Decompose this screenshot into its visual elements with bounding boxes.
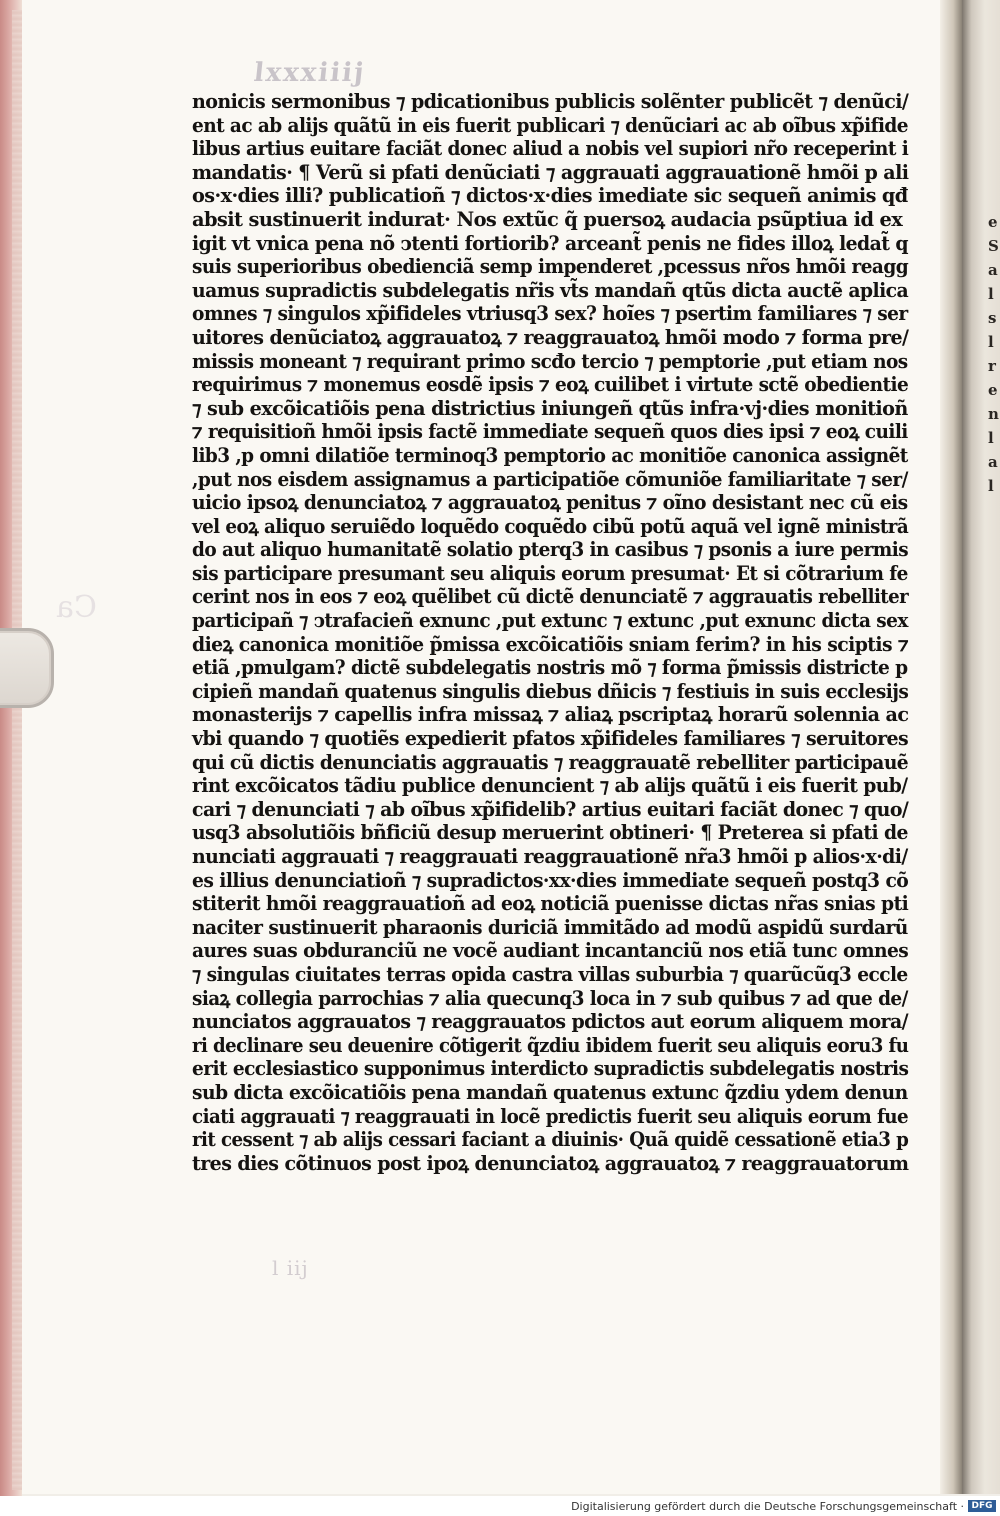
text-line: libus artius euitare faciãt donec aliud a nobis vel supiori nr̃o receperint i (192, 137, 909, 161)
page-text-block (192, 90, 912, 1175)
text-line: os·x·dies illi? publicatioñ ⁊ dictos·x·dies imediate sic sequeñ animis qđ (192, 184, 908, 208)
text-line: es illius denunciatioñ ⁊ supradictos·xx·dies immediate sequeñ postq3 cõ (192, 868, 909, 892)
text-line: lib3 ,p omni dilatiõe terminoq3 pemptorio ac monitiõe canonica assignẽt (192, 443, 908, 467)
text-line: mandatis· ¶ Verũ si pfati denũciati ⁊ aggrauati aggrauationẽ hmõi p ali (192, 160, 909, 184)
text-line: sub dicta excõicatiõis pena mandañ quatenus extunc q̃zdiu ydem denun (192, 1080, 908, 1104)
text-line: ent ac ab alijs quãtũ in eis fuerit publicari ⁊ denũciari ac ab oĩbus xp̃ifide (192, 113, 908, 137)
text-line: ciati aggrauati ⁊ reaggrauati in locẽ predictis fuerit seu aliquis eorum fue (192, 1104, 909, 1128)
text-line: nunciatos aggrauatos ⁊ reaggrauatos pdictos aut eorum aliquem mora/ (192, 1010, 908, 1034)
show-through-ink: Ca (56, 590, 97, 625)
folio-number-bottom: l iij (272, 1256, 309, 1280)
text-line: suis superioribus obedienciã semp impenderet ,pcessus nr̃os hmõi reagg (192, 255, 909, 279)
text-line: requirimus ⁊ monemus eosdẽ ipsis ⁊ eoꝝ cuilibet i virtute sctẽ obedientie (192, 373, 909, 397)
folio-number-top: lxxxiiij (252, 58, 367, 88)
text-line: siaꝝ collegia parrochias ⁊ alia quecunq3 loca in ⁊ sub quibus ⁊ ad que de/ (192, 986, 908, 1010)
text-line: participañ ⁊ ↄtrafacieñ exnunc ,put extunc ⁊ extunc ,put exnunc dicta sex (192, 609, 908, 633)
text-line: cipieñ mandañ quatenus singulis diebus dñicis ⁊ festiuis in suis ecclesijs (192, 679, 909, 703)
text-line: vbi quando ⁊ quotiẽs expedierit pfatos xp̃ifideles familiares ⁊ seruitores (192, 727, 909, 751)
text-line: monasterijs ⁊ capellis infra missaꝝ ⁊ aliaꝝ pscriptaꝝ horarũ solennia ac (192, 703, 909, 727)
text-line: ,put nos eisdem assignamus a participatiõe cõmuniõe familiaritate ⁊ ser/ (192, 467, 908, 491)
text-line: ri declinare seu deuenire cõtigerit q̃zdiu ibidem fuerit seu aliquis eoru3 fu (192, 1033, 909, 1057)
text-line: uamus supradictis subdelegatis nr̃is vt̃s mandañ qtũs dicta auctẽ aplica (192, 278, 909, 302)
text-line: nunciati aggrauati ⁊ reaggrauati reaggrauationẽ nr̃a3 hmõi p alios·x·di/ (192, 845, 908, 868)
text-line: tres dies cõtinuos post ipoꝝ denunciatoꝝ aggrauatoꝝ ⁊ reaggrauatorum (192, 1151, 909, 1175)
text-line: cerint nos in eos ⁊ eoꝝ quẽlibet cũ dictẽ denunciatẽ ⁊ aggrauatis rebelliter (192, 585, 909, 609)
text-line: stiterit hmõi reaggrauatioñ ad eoꝝ noticiã puenisse dictas nr̃as snias pti (192, 892, 909, 916)
text-line: igit vt vnica pena nõ ↄtenti fortiorib? arceant̃ penis ne fides illoꝝ ledat̃ q (192, 231, 908, 255)
text-line: etiã ,pmulgam? dictẽ subdelegatis nostris mõ ⁊ forma p̃missis districte p (192, 656, 908, 680)
text-line: rit cessent ⁊ ab alijs cessari faciant a diuinis· Quã quidẽ cessationẽ etia3 p (192, 1128, 909, 1152)
page-stack-edge (12, 10, 22, 1490)
text-line: omnes ⁊ singulos xp̃ifideles vtriusq3 sex? hoĩes ⁊ psertim familiares ⁊ ser (192, 302, 908, 326)
text-line: uicio ipsoꝝ denunciatoꝝ ⁊ aggrauatoꝝ penitus ⁊ oĩno desistant nec cũ eis (192, 491, 908, 515)
text-line: ⁊ sub excõicatiõis pena districtius iniungeñ qtũs infra·vj·dies monitioñ (192, 396, 908, 420)
text-line: missis moneant ⁊ requirant primo scđo tercio ⁊ pemptorie ,put etiam nos (192, 349, 908, 373)
text-line: qui cũ dictis denunciatis aggrauatis ⁊ reaggrauatẽ rebelliter participauẽ (192, 750, 909, 774)
next-page-margin-text: e S al s l r e n l a l (988, 213, 999, 495)
text-line: sis participare presumant seu aliquis eorum presumat· Et si cõtrarium fe (192, 561, 908, 585)
text-line: usq3 absolutiõis bñficiũ desup meruerint obtineri· ¶ Preterea si pfati de (192, 821, 908, 845)
text-line: ⁊ requisitioñ hmõi ipsis factẽ immediate sequeñ quos dies ipsi ⁊ eoꝝ cuili (192, 420, 908, 444)
text-line: aures suas obduranciũ ne vocẽ audiant incantanciũ nos etiã tunc omnes (192, 939, 909, 963)
page-clamp (0, 628, 54, 708)
text-line: erit ecclesiastico supponimus interdicto supradictis subdelegatis nostris (192, 1057, 909, 1081)
text-line: vel eoꝝ aliquo seruiẽdo loquẽdo coquẽdo cibũ potũ aquã vel ignẽ ministrã (192, 514, 909, 538)
text-line: rint excõicatos tãdiu publice denuncient ⁊ ab alijs quãtũ i eis fuerit pub/ (192, 774, 908, 798)
footer-credit: Digitalisierung gefördert durch die Deutsche Forschungsgemeinschaft · (571, 1500, 964, 1513)
text-line: do aut aliquo humanitatẽ solatio pterq3 in casibus ⁊ psonis a iure permis (192, 538, 909, 562)
dfg-logo: DFG (968, 1500, 996, 1512)
text-line: dieꝝ canonica monitiõe p̃missa excõicatiõis sniam ferim? in his sciptis ⁊ (192, 632, 909, 656)
text-line: nonicis sermonibus ⁊ pdicationibus publicis solẽnter publicẽt ⁊ denũci/ (192, 90, 909, 113)
text-line: cari ⁊ denunciati ⁊ ab oĩbus xp̃ifidelib? artius euitari faciãt donec ⁊ quo/ (192, 797, 909, 821)
text-line: absit sustinuerit indurat· Nos extũc q̃ puersoꝝ audacia psũptiua id ex (192, 207, 903, 231)
book-gutter (940, 0, 962, 1494)
text-line: naciter sustinuerit pharaonis duriciã immitãdo ad modũ aspidũ surdarũ (192, 915, 908, 939)
text-line: uitores denũciatoꝝ aggrauatoꝝ ⁊ reaggrauatoꝝ hmõi modo ⁊ forma pre/ (192, 325, 909, 349)
text-line: ⁊ singulas ciuitates terras opida castra villas suburbia ⁊ quarũcũq3 eccle (192, 962, 908, 986)
